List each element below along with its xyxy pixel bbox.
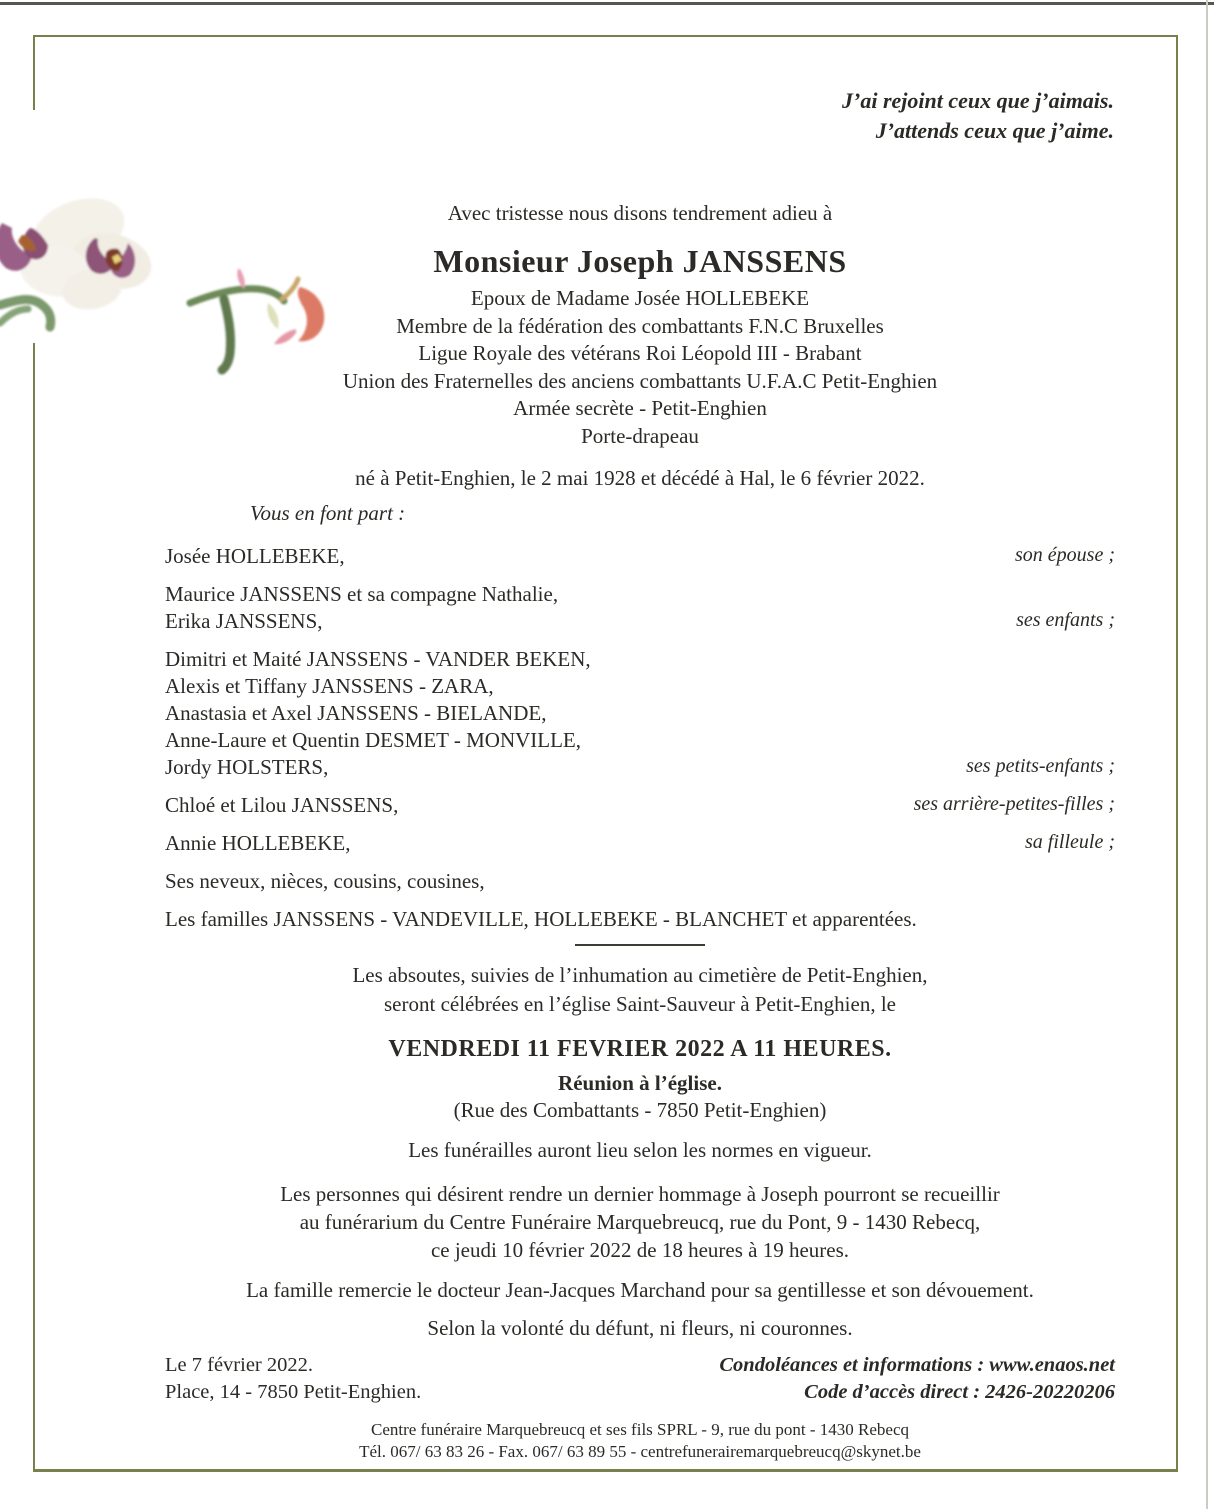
epitaph-line-2: J’attends ceux que j’aime. bbox=[875, 118, 1114, 143]
norms-note: Les funérailles auront lieu selon les normes en vigueur. bbox=[408, 1138, 872, 1162]
ceremony-address: (Rue des Combattants - 7850 Petit-Enghien) bbox=[453, 1098, 827, 1122]
frame-border-right bbox=[1176, 35, 1178, 1471]
family-group-children bbox=[165, 581, 1115, 635]
family-group-relatives bbox=[165, 868, 1115, 895]
family-group-spouse bbox=[165, 543, 1115, 570]
thanks-note: La famille remercie le docteur Jean-Jacques Marchand pour sa gentillesse et son dévouement. bbox=[246, 1278, 1034, 1302]
funeral-home-line-2: Tél. 067/ 63 83 26 - Fax. 067/ 63 89 55 - centrefunerairemarquebreucq@skynet.be bbox=[359, 1441, 921, 1461]
family-name-line: Maurice JANSSENS et sa compagne Nathalie, bbox=[165, 582, 559, 606]
frame-border-left-lower bbox=[33, 343, 35, 1469]
visitation-line-1: Les personnes qui désirent rendre un dernier hommage à Joseph pourront se recueillir bbox=[280, 1182, 1000, 1206]
flowers-note: Selon la volonté du défunt, ni fleurs, ni couronnes. bbox=[427, 1316, 853, 1340]
separator-line bbox=[575, 944, 705, 946]
deceased-name: Monsieur Joseph JANSSENS bbox=[433, 243, 847, 279]
family-name-line: Ses neveux, nièces, cousins, cousines, bbox=[165, 869, 485, 893]
subtitle-ligue: Ligue Royale des vétérans Roi Léopold III - Brabant bbox=[418, 341, 862, 365]
family-name-line: Dimitri et Maité JANSSENS - VANDER BEKEN, bbox=[165, 647, 591, 671]
family-relation: son épouse ; bbox=[1015, 544, 1115, 566]
subtitle-porte-drapeau: Porte-drapeau bbox=[581, 423, 699, 448]
family-name-line: Erika JANSSENS, bbox=[165, 609, 323, 633]
family-relation: ses enfants ; bbox=[1016, 609, 1115, 631]
subtitle-armee: Armée secrète - Petit-Enghien bbox=[513, 396, 767, 420]
visitation-block bbox=[165, 1180, 1115, 1264]
condolences-block bbox=[719, 1352, 1115, 1406]
family-name-line: Anastasia et Axel JANSSENS - BIELANDE, bbox=[165, 701, 547, 725]
family-group-families bbox=[165, 906, 1115, 933]
announcement-place: Place, 14 - 7850 Petit-Enghien. bbox=[165, 1381, 422, 1403]
ceremony-line-1: Les absoutes, suivies de l’inhumation au cimetière de Petit-Enghien, bbox=[352, 963, 928, 987]
condolences-info: Condoléances et informations : www.enaos.net bbox=[719, 1354, 1115, 1376]
ceremony-block bbox=[165, 961, 1115, 1123]
family-name-line: Annie HOLLEBEKE, bbox=[165, 831, 351, 855]
family-name-line: Anne-Laure et Quentin DESMET - MONVILLE, bbox=[165, 728, 582, 752]
visitation-line-3: ce jeudi 10 février 2022 de 18 heures à 19 heures. bbox=[430, 1238, 850, 1262]
subtitle-federation: Membre de la fédération des combattants F.N.C Bruxelles bbox=[396, 313, 884, 338]
frame-border-bottom bbox=[33, 1469, 1178, 1472]
life-dates: né à Petit-Enghien, le 2 mai 1928 et décédé à Hal, le 6 février 2022. bbox=[355, 466, 925, 490]
visitation-line-2: au funérarium du Centre Funéraire Marquebreucq, rue du Pont, 9 - 1430 Rebecq, bbox=[299, 1210, 981, 1234]
access-code: Code d’accès direct : 2426-20220206 bbox=[804, 1381, 1115, 1403]
scan-top-edge bbox=[0, 2, 1214, 5]
ceremony-meeting: Réunion à l’église. bbox=[558, 1071, 722, 1095]
family-name-line: Les familles JANSSENS - VANDEVILLE, HOLLEBEKE - BLANCHET et apparentées. bbox=[165, 907, 917, 931]
deceased-subtitles bbox=[165, 285, 1115, 450]
family-group-goddaughter bbox=[165, 830, 1115, 857]
family-relation: sa filleule ; bbox=[1025, 831, 1115, 853]
family-relation: ses petits-enfants ; bbox=[966, 755, 1115, 777]
deceased-block bbox=[165, 200, 1115, 450]
frame-border-top bbox=[33, 35, 1178, 37]
frame-border-left-upper bbox=[33, 35, 35, 110]
family-name-line: Josée HOLLEBEKE, bbox=[165, 544, 345, 568]
date-place-block bbox=[165, 1352, 421, 1406]
funeral-home-line-1: Centre funéraire Marquebreucq et ses fils SPRL - 9, rue du pont - 1430 Rebecq bbox=[370, 1420, 910, 1439]
family-name-line: Alexis et Tiffany JANSSENS - ZARA, bbox=[165, 674, 494, 698]
subtitle-union: Union des Fraternelles des anciens combattants U.F.A.C Petit-Enghien bbox=[342, 368, 938, 393]
ceremony-line-2: seront célébrées en l’église Saint-Sauveur à Petit-Enghien, le bbox=[384, 992, 896, 1016]
family-group-great-granddaughters bbox=[165, 792, 1115, 819]
announcement-date: Le 7 février 2022. bbox=[165, 1354, 313, 1376]
funeral-home-block bbox=[165, 1419, 1115, 1462]
subtitle-spouse: Epoux de Madame Josée HOLLEBEKE bbox=[470, 286, 810, 310]
intro-line: Avec tristesse nous disons tendrement adieu à bbox=[447, 201, 833, 225]
ceremony-datetime: VENDREDI 11 FEVRIER 2022 A 11 HEURES. bbox=[388, 1036, 892, 1062]
family-name-line: Jordy HOLSTERS, bbox=[165, 755, 329, 779]
family-list bbox=[165, 543, 1115, 944]
scan-right-edge bbox=[1206, 0, 1208, 1509]
epitaph-line-1: J’ai rejoint ceux que j’aimais. bbox=[842, 88, 1114, 113]
family-group-grandchildren bbox=[165, 646, 1115, 781]
family-relation: ses arrière-petites-filles ; bbox=[913, 793, 1115, 815]
announcement-intro: Vous en font part : bbox=[250, 501, 406, 525]
epitaph-quote bbox=[842, 86, 1114, 146]
family-name-line: Chloé et Lilou JANSSENS, bbox=[165, 793, 399, 817]
